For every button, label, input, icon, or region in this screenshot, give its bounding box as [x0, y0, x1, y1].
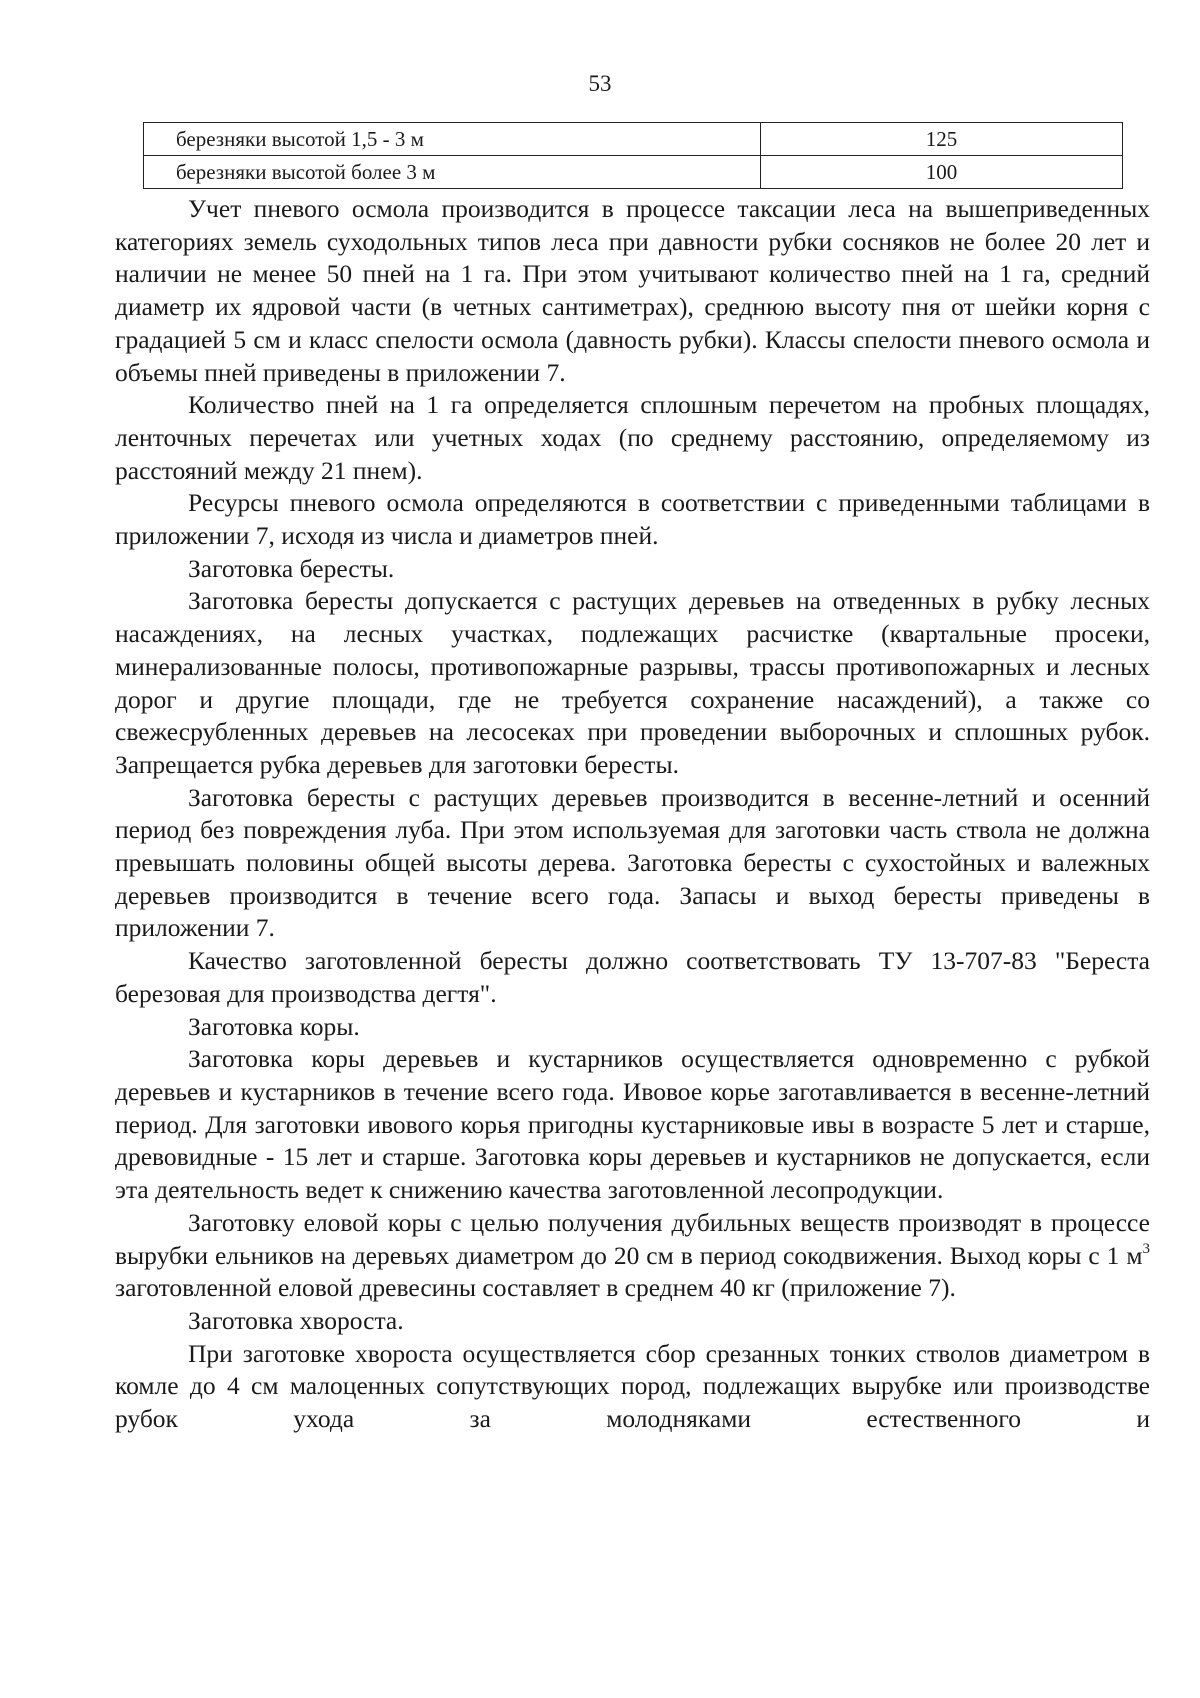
heading-birch-bark: Заготовка бересты.: [188, 553, 395, 583]
table-cell-label: березняки высотой 1,5 - 3 м: [144, 123, 761, 156]
paragraph-birch-bark-period: Заготовка бересты с растущих деревьев производится в весенне-летний и осенний период без повреждения луба. При этом используемая для заготовки часть ствола не должна превышать половины общей высоты дерева. Заготовка бересты с сухостойных и валежных деревьев производится в течение всего года. Запасы и выход бересты приведены в приложении 7.: [115, 782, 1150, 943]
page-number: 53: [588, 71, 612, 96]
body-text: [115, 193, 1150, 1436]
paragraph-stump-resin-accounting: Учет пневого осмола производится в процессе таксации леса на вышеприведенных категориях земель суходольных типов леса при давности рубки сосняков не более 20 лет и наличии не менее 50 пней на 1 га. При этом учитывают количество пней на 1 га, средний диаметр их ядровой части (в четных сантиметрах), среднюю высоту пня от шейки корня с градацией 5 см и класс спелости осмола (давность рубки). Классы спелости пневого осмола и объемы пней приведены в приложении 7.: [115, 194, 1150, 387]
spruce-bark-text-b: заготовленной еловой древесины составляет в среднем 40 кг (приложение 7).: [115, 1273, 956, 1303]
paragraph-birch-bark-quality: Качество заготовленной бересты должно соответствовать ТУ 13-707-83 "Береста березовая для производства дегтя".: [115, 946, 1150, 1008]
table-cell-value: 100: [761, 156, 1123, 189]
paragraph-brushwood: При заготовке хвороста осуществляется сбор срезанных тонких стволов диаметром в комле до 4 см малоценных сопутствующих пород, подлежащих вырубке или производстве рубок ухода за молодняками естественного и: [115, 1338, 1150, 1434]
paragraph-birch-bark-allowed: Заготовка бересты допускается с растущих деревьев на отведенных в рубку лесных насаждениях, на лесных участках, подлежащих расчистке (квартальные просеки, минерализованные полосы, противопожарные разрывы, трассы противопожарных и лесных дорог и другие площади, где не требуется сохранение насаждений), а также со свежесрубленных деревьев на лесосеках при проведении выборочных и сплошных рубок. Запрещается рубка деревьев для заготовки бересты.: [115, 586, 1150, 779]
table-cell-value: 125: [761, 123, 1123, 156]
table-cell-label: березняки высотой более 3 м: [144, 156, 761, 189]
paragraph-spruce-bark: [115, 1207, 1150, 1305]
paragraph-resin-resources: Ресурсы пневого осмола определяются в соответствии с приведенными таблицами в приложении 7, исходя из числа и диаметров пней.: [115, 488, 1150, 551]
heading-bark: Заготовка коры.: [188, 1011, 360, 1041]
paragraph-bark-harvesting: Заготовка коры деревьев и кустарников осуществляется одновременно с рубкой деревьев и кустарников в течение всего года. Ивовое корье заготавливается в весенне-летний период. Для заготовки ивового корья пригодны кустарниковые ивы в возрасте 5 лет и старше, древовидные - 15 лет и старше. Заготовка коры деревьев и кустарников не допускается, если эта деятельность ведет к снижению качества заготовленной лесопродукции.: [115, 1044, 1150, 1205]
table-row: [144, 156, 1123, 189]
table-row: [144, 123, 1123, 156]
data-table: [143, 122, 1123, 189]
superscript-cubic: 3: [1142, 1240, 1150, 1257]
heading-brushwood: Заготовка хвороста.: [188, 1305, 404, 1335]
paragraph-stump-count: Количество пней на 1 га определяется сплошным перечетом на пробных площадях, ленточных перечетах или учетных ходах (по среднему расстоянию, определяемому из расстояний между 21 пнем).: [115, 390, 1150, 485]
spruce-bark-text-a: Заготовку еловой коры с целью получения дубильных веществ производят в процессе вырубки ельников на деревьях диаметром до 20 см в период сокодвижения. Выход коры с 1 м: [115, 1207, 1150, 1270]
